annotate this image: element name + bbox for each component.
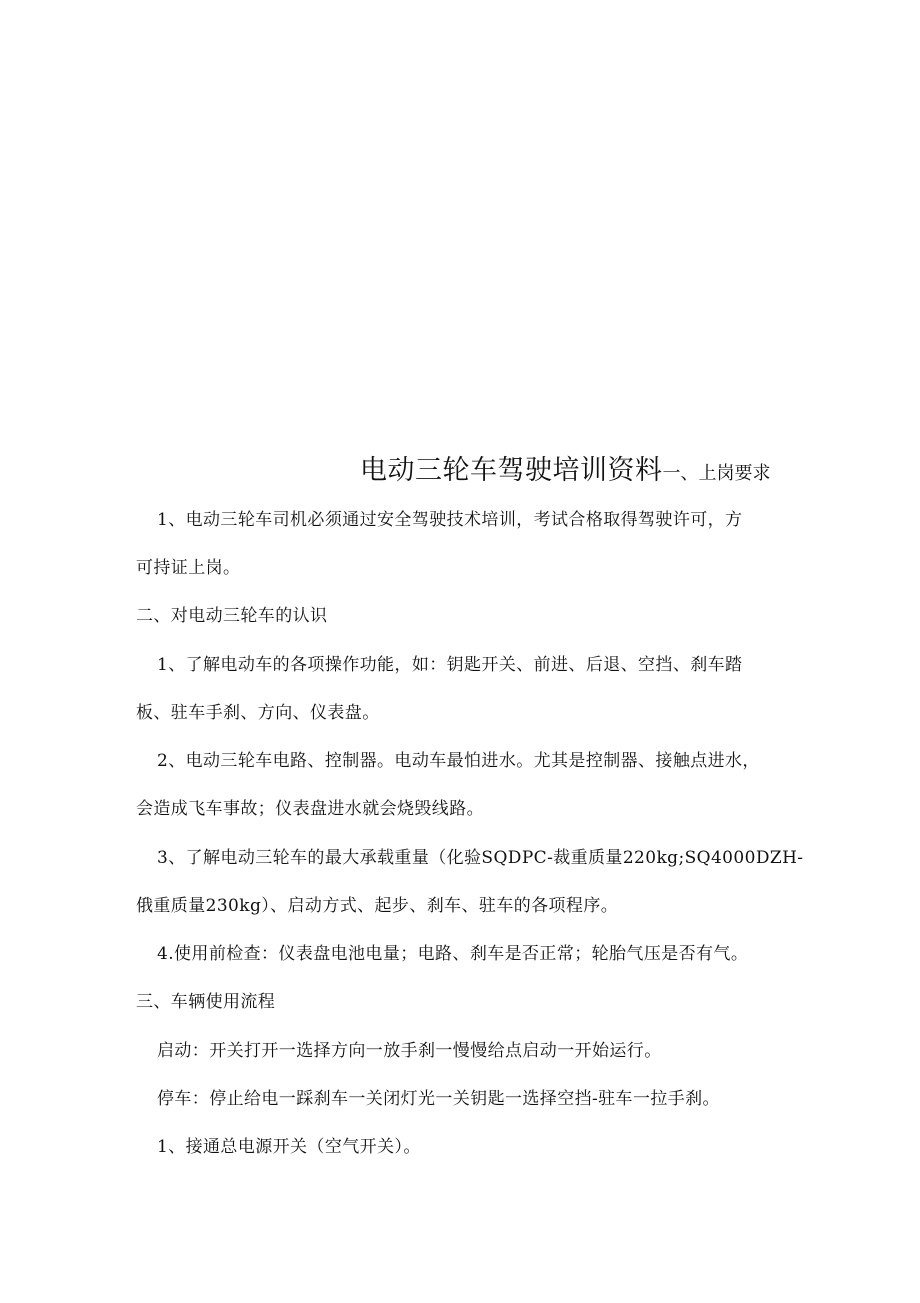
paragraph-line: 3、了解电动三轮车的最大承载重量（化验SQDPC-裁重质量220kg;SQ4000DZH- xyxy=(157,848,804,868)
title-main-text: 电动三轮车驾驶培训资料 xyxy=(360,455,663,486)
document-title xyxy=(360,448,771,487)
paragraph-line: 板、驻车手刹、方向、仪表盘。 xyxy=(136,703,380,723)
paragraph-line: 停车：停止给电一踩刹车一关闭灯光一关钥匙一选择空挡-驻车一拉手刹。 xyxy=(157,1089,720,1109)
paragraph-line: 2、电动三轮车电路、控制器。电动车最怕进水。尤其是控制器、接触点进水， xyxy=(157,751,760,771)
paragraph-line: 启动：开关打开一选择方向一放手刹一慢慢给点启动一开始运行。 xyxy=(157,1041,662,1061)
paragraph-line: 1、了解电动车的各项操作功能，如：钥匙开关、前进、后退、空挡、刹车踏 xyxy=(157,655,743,675)
section-heading: 二、对电动三轮车的认识 xyxy=(136,606,328,626)
section-heading: 三、车辆使用流程 xyxy=(136,992,276,1012)
paragraph-line: 1、接通总电源开关（空气开关）。 xyxy=(157,1137,421,1157)
paragraph-line: 1、电动三轮车司机必须通过安全驾驶技术培训，考试合格取得驾驶许可，方 xyxy=(157,510,743,530)
title-sub-heading: 一、上岗要求 xyxy=(662,463,771,484)
paragraph-line: 4.使用前检查：仪表盘电池电量；电路、刹车是否正常；轮胎气压是否有气。 xyxy=(157,944,749,964)
paragraph-line: 会造成飞车事故；仪表盘进水就会烧毁线路。 xyxy=(136,799,484,819)
paragraph-line: 可持证上岗。 xyxy=(136,558,241,578)
paragraph-line: 俄重质量230kg）、启动方式、起步、刹车、驻车的各项程序。 xyxy=(136,896,619,916)
